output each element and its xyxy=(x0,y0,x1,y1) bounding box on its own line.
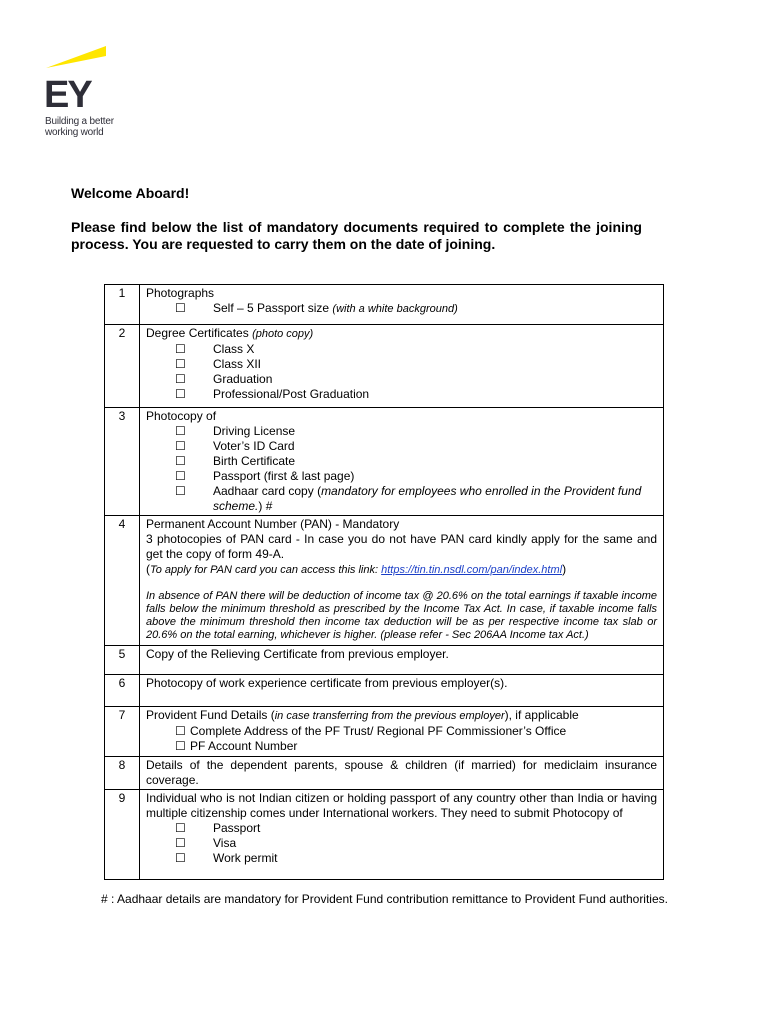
checkbox-icon: ☐ xyxy=(175,439,186,453)
checkbox-icon: ☐ xyxy=(175,739,186,753)
row-number: 1 xyxy=(105,285,140,325)
row-number: 7 xyxy=(105,707,140,757)
list-item: ☐ Graduation xyxy=(175,372,273,386)
checkbox-icon: ☐ xyxy=(175,301,186,315)
ey-beam-icon xyxy=(44,46,108,76)
list-item: ☐ Class XII xyxy=(175,357,262,371)
footnote: # : Aadhaar details are mandatory for Provident Fund contribution remittance to Provident Fund authorities. xyxy=(101,892,668,906)
row-content xyxy=(140,516,664,646)
row-number: 8 xyxy=(105,757,140,790)
intro-paragraph: Please find below the list of mandatory documents required to complete the joining process. You are requested to carry them on the date of joining. xyxy=(71,219,642,252)
row-number: 4 xyxy=(105,516,140,646)
row-title: Permanent Account Number (PAN) - Mandatory xyxy=(146,517,400,531)
checkbox-icon: ☐ xyxy=(175,357,186,371)
row-text: 3 photocopies of PAN card - In case you do not have PAN card kindly apply for the same and get the copy of form 49-A. xyxy=(146,532,657,561)
table-row xyxy=(105,408,664,516)
table-row xyxy=(105,516,664,646)
table-row xyxy=(105,707,664,757)
row-number: 9 xyxy=(105,790,140,880)
pan-link-line: (To apply for PAN card you can access this link: https://tin.tin.nsdl.com/pan/index.html) xyxy=(146,562,567,576)
welcome-heading: Welcome Aboard! xyxy=(71,185,190,201)
list-item: ☐ Birth Certificate xyxy=(175,454,296,468)
row-number: 5 xyxy=(105,646,140,675)
row-title: Photographs xyxy=(146,286,215,300)
list-item: ☐ PF Account Number xyxy=(175,739,298,753)
checkbox-icon: ☐ xyxy=(175,342,186,356)
list-item: ☐ Driving License xyxy=(175,424,296,438)
list-item: ☐ Passport xyxy=(175,821,261,835)
row-content: Copy of the Relieving Certificate from previous employer. xyxy=(140,646,664,675)
pan-tax-note: In absence of PAN there will be deduction of income tax @ 20.6% on the total earnings if taxable income falls below the minimum threshold as prescribed by the Income Tax Act. In case, if taxable income falls above the minimum threshold then income tax deduction will be as per respective income tax slab or 20.6% on the total earning, whichever is higher. (please refer - Sec 206AA Income tax Act.) xyxy=(146,590,657,641)
list-item: ☐ Self – 5 Passport size (with a white background) xyxy=(175,301,458,315)
row-text: Individual who is not Indian citizen or holding passport of any country other than India or having multiple citizenship comes under International workers. They need to submit Photocopy of xyxy=(146,791,657,820)
checkbox-icon: ☐ xyxy=(175,469,186,483)
checkbox-icon: ☐ xyxy=(175,387,186,401)
table-row xyxy=(105,790,664,880)
row-title: Photocopy of xyxy=(146,409,217,423)
list-item: ☐ Professional/Post Graduation xyxy=(175,387,370,401)
ey-tagline-line2: working world xyxy=(45,127,104,138)
table-row xyxy=(105,757,664,790)
list-item: ☐ Visa xyxy=(175,836,237,850)
row-content xyxy=(140,285,664,325)
checkbox-icon: ☐ xyxy=(175,372,186,386)
table-row xyxy=(105,675,664,707)
row-content xyxy=(140,790,664,880)
row-content: Details of the dependent parents, spouse & children (if married) for mediclaim insurance coverage. xyxy=(140,757,664,790)
row-title: Degree Certificates (photo copy) xyxy=(146,326,314,340)
checkbox-icon: ☐ xyxy=(175,821,186,835)
row-number: 2 xyxy=(105,325,140,408)
checkbox-icon: ☐ xyxy=(175,454,186,468)
ey-tagline-line1: Building a better xyxy=(45,116,114,127)
ey-tagline xyxy=(45,116,114,138)
ey-logo xyxy=(44,46,134,142)
table-row xyxy=(105,325,664,408)
checkbox-icon: ☐ xyxy=(175,484,186,498)
documents-table xyxy=(104,284,664,880)
list-item: ☐ Passport (first & last page) xyxy=(175,469,355,483)
list-item: ☐ Class X xyxy=(175,342,255,356)
list-item: ☐ Aadhaar card copy (mandatory for employees who enrolled in the Provident fund scheme.) # xyxy=(175,484,642,513)
checkbox-icon: ☐ xyxy=(175,836,186,850)
checkbox-icon: ☐ xyxy=(175,851,186,865)
row-content: Photocopy of work experience certificate from previous employer(s). xyxy=(140,675,664,707)
row-content xyxy=(140,325,664,408)
row-content xyxy=(140,707,664,757)
row-content xyxy=(140,408,664,516)
ey-brand-mark: EY xyxy=(44,74,91,116)
checkbox-icon: ☐ xyxy=(175,724,186,738)
list-item: ☐ Voter’s ID Card xyxy=(175,439,295,453)
list-item: ☐ Complete Address of the PF Trust/ Regional PF Commissioner’s Office xyxy=(175,724,567,738)
table-row xyxy=(105,285,664,325)
row-number: 3 xyxy=(105,408,140,516)
row-title: Provident Fund Details (in case transferring from the previous employer), if applicable xyxy=(146,708,579,722)
pan-application-link[interactable]: https://tin.tin.nsdl.com/pan/index.html xyxy=(381,564,563,576)
table-row xyxy=(105,646,664,675)
list-item: ☐ Work permit xyxy=(175,851,278,865)
row-number: 6 xyxy=(105,675,140,707)
checkbox-icon: ☐ xyxy=(175,424,186,438)
